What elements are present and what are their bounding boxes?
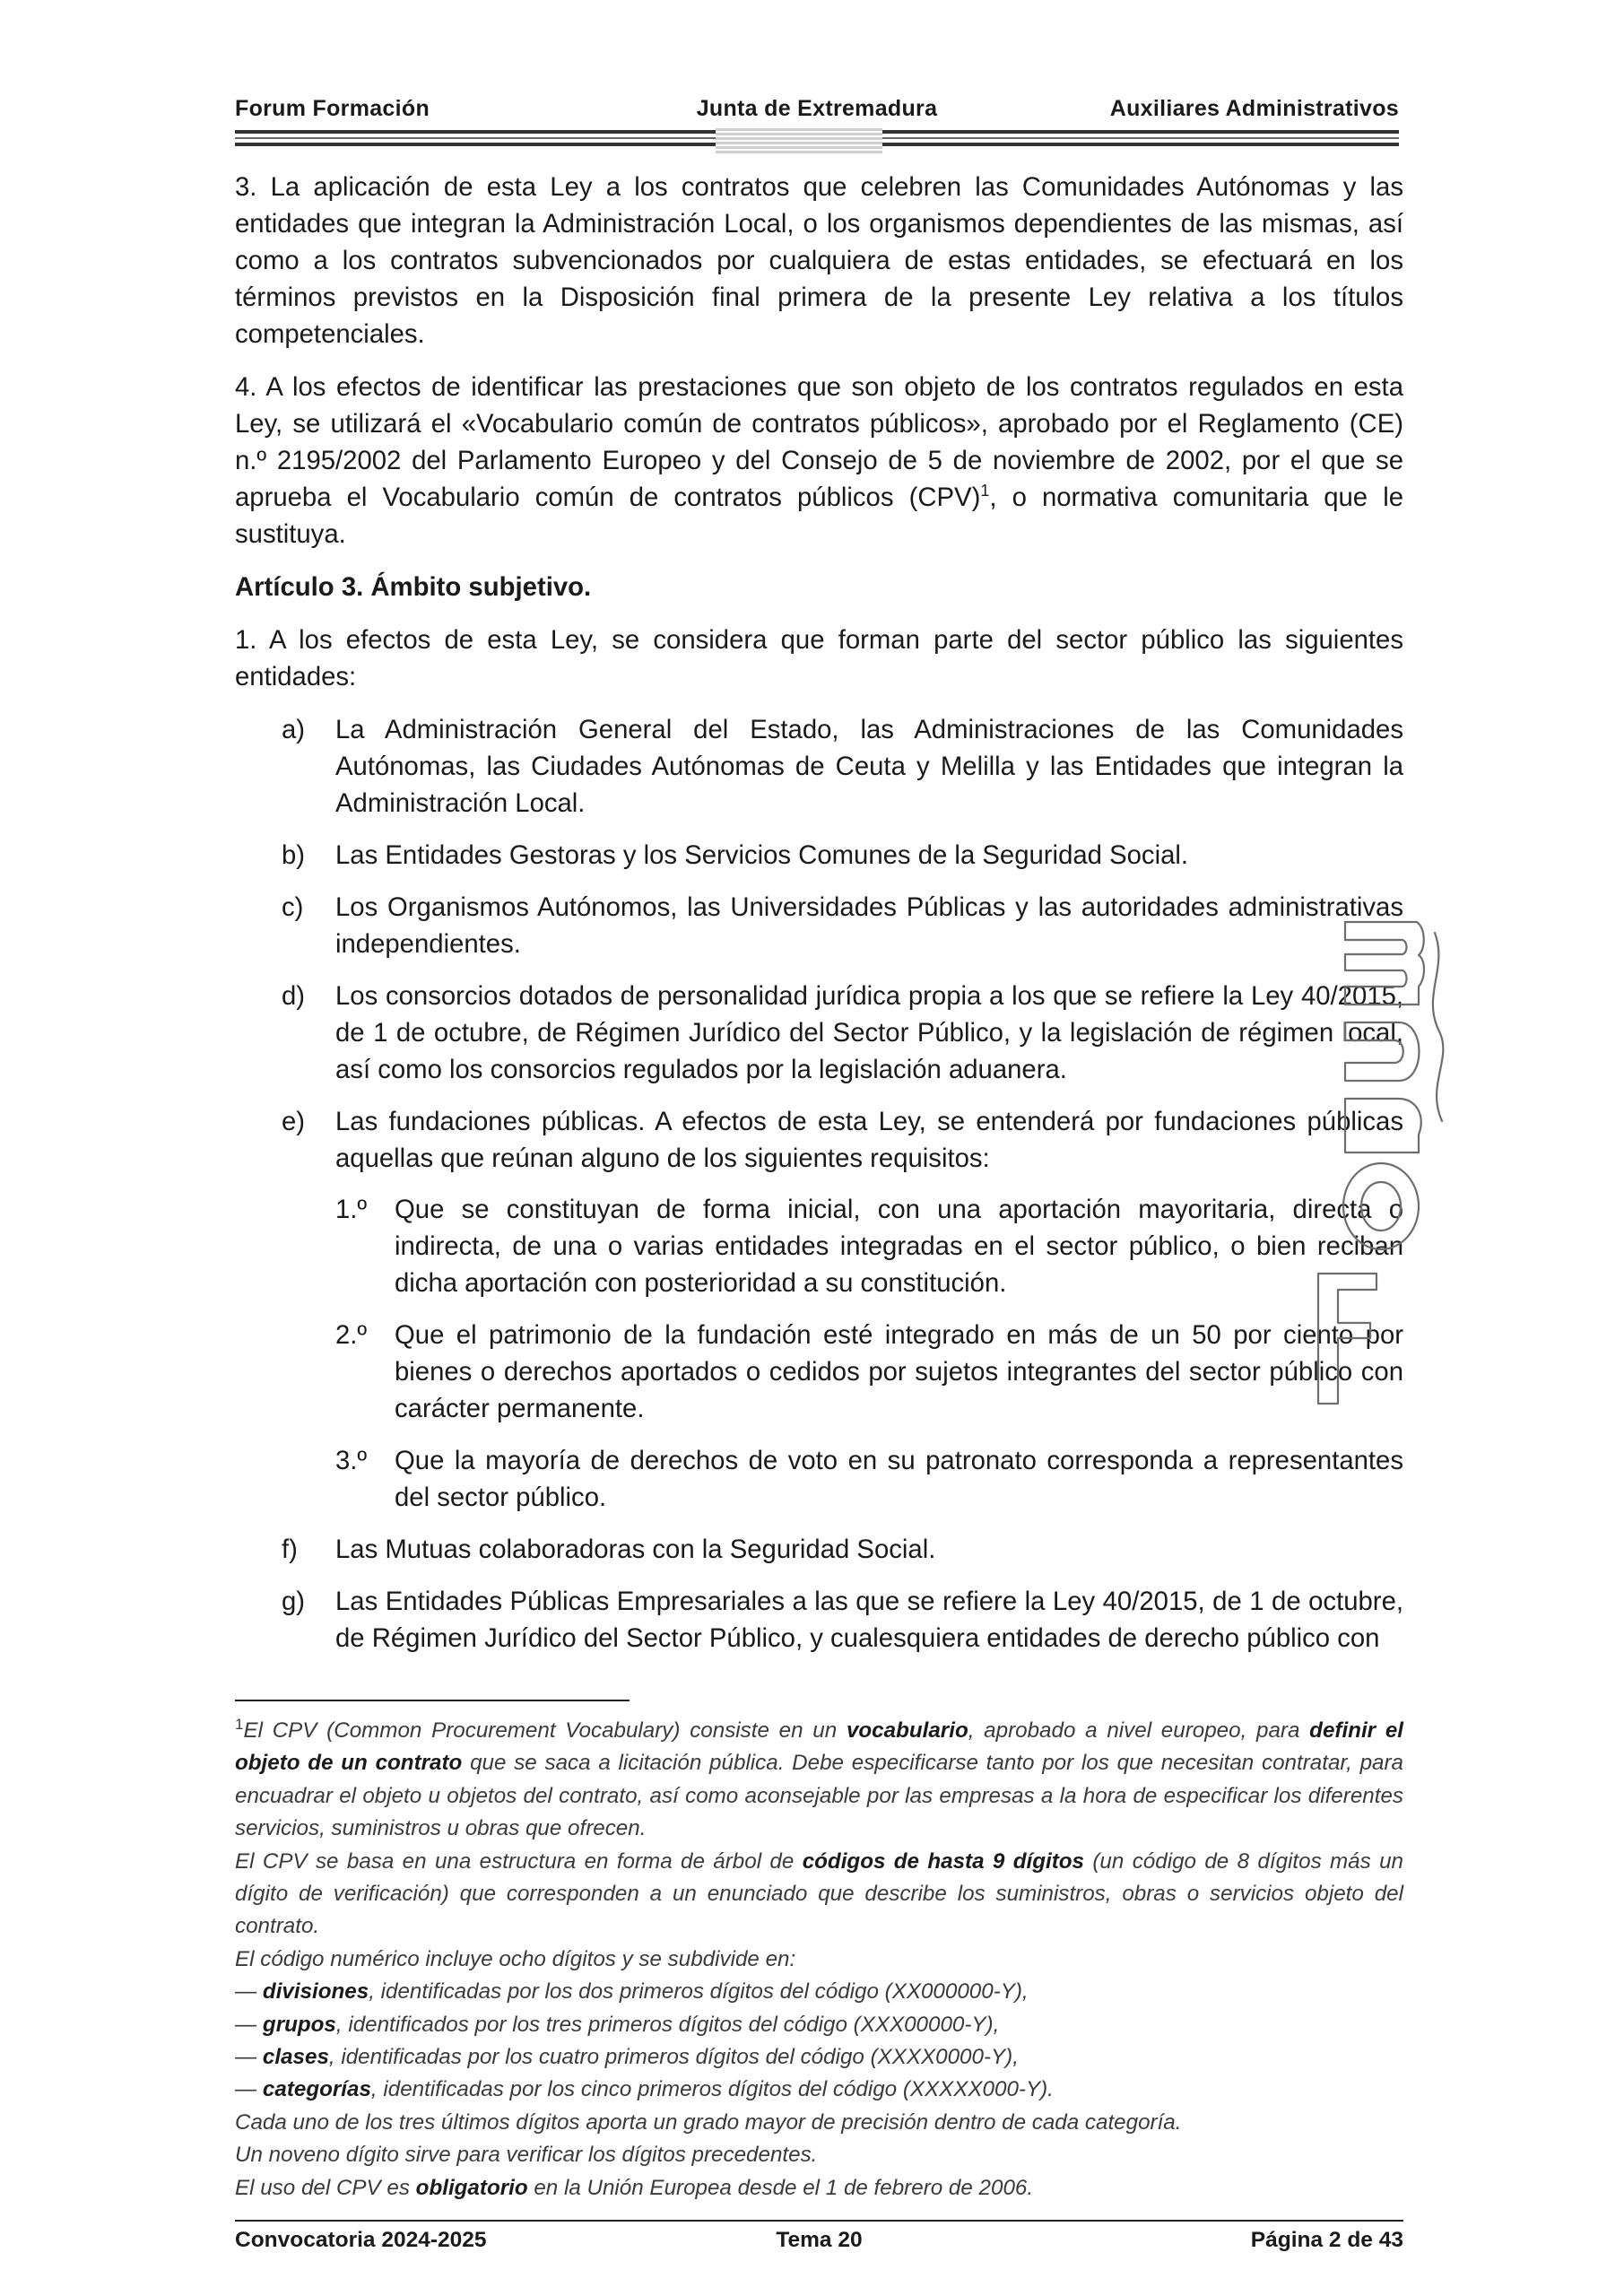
document-body [235,169,1403,1672]
sub-list-text: Que se constituyan de forma inicial, con una aportación mayoritaria, directa o indirecta, de una o varias entidades integradas en el sector público, o bien reciban dicha aportación con posterioridad a su constitución. [395,1195,1403,1298]
article-3-intro: 1. A los efectos de esta Ley, se considera que forman parte del sector público las siguientes entidades: [235,625,1403,691]
footnote-paragraph: El código numérico incluye ocho dígitos y se subdivide en: [235,1946,796,1971]
footnote-emphasis: categorías [262,2077,371,2102]
page-number: Página 2 de 43 [1250,2228,1403,2252]
sub-list-item [335,1317,1403,1427]
entity-list [282,711,1403,1657]
footnote-text: , identificadas por los dos primeros dígitos del código (XX000000-Y), [369,1979,1029,2005]
header-ornament [716,128,882,153]
list-marker: e) [282,1107,306,1136]
list-text: La Administración General del Estado, las Administraciones de las Comunidades Autónomas, las Ciudades Autónomas de Ceuta y Melilla y las Entidades que integran la Administración Local. [335,715,1403,818]
footnote-ref: 1 [980,482,990,500]
sub-list-text: Que el patrimonio de la fundación esté integrado en más de un 50 por ciento por bienes o derechos aportados o cedidos por sujetos integrantes del sector público con carácter permanente. [395,1320,1403,1423]
footnote-text: que se saca a licitación pública. Debe especificarse tanto por los que necesitan contratar, para encuadrar el objeto u objetos del contrato, así como aconsejable por las empresas a la hora de especificar los diferentes servicios, suministros u obras que ofrecen. [235,1751,1403,1841]
requirements-list [335,1191,1403,1516]
footer-left: Convocatoria 2024-2025 [235,2228,487,2252]
footnote-text: en la Unión Europea desde el 1 de febrero de 2006. [527,2175,1034,2200]
page-header [235,96,1399,153]
footnote-text: El CPV (Common Procurement Vocabulary) consiste en un [243,1718,847,1743]
footnote-paragraph [235,1846,1403,1944]
footnote-emphasis: definir el objeto de un contrato [235,1718,1403,1776]
list-marker: a) [282,715,306,744]
list-text-block [335,1103,1403,1516]
sub-list-item [335,1442,1403,1516]
list-marker: d) [282,981,306,1011]
footnote-number: 1 [235,1715,244,1733]
footnote-emphasis: divisiones [262,1979,369,2005]
footnote-paragraph: Un noveno dígito sirve para verificar los dígitos precedentes. [235,2143,818,2168]
footnote [235,1715,1403,2205]
list-text: Las Entidades Gestoras y los Servicios Comunes de la Seguridad Social. [335,840,1189,870]
footnote-text: , identificados por los tres primeros dígitos del código (XXX00000-Y), [335,2012,1000,2037]
list-item [282,1583,1403,1657]
list-marker: b) [282,840,306,870]
footnote-text: , identificadas por los cinco primeros dígitos del código (XXXXX000-Y). [370,2077,1054,2102]
footnote-text: , aprobado a nivel europeo, para [968,1718,1310,1743]
sub-list-marker: 1.º [335,1195,368,1224]
footer-center: Tema 20 [776,2228,863,2252]
list-item [282,889,1403,962]
dash: — [235,2012,257,2037]
dash: — [235,1979,257,2005]
sub-list-item [335,1191,1403,1301]
dash: — [235,2077,257,2102]
sub-list-marker: 2.º [335,1320,368,1350]
footnote-emphasis: grupos [262,2012,336,2037]
list-marker: c) [282,892,304,922]
list-marker: f) [282,1535,298,1564]
list-text: Las Mutuas colaboradoras con la Seguridad Social. [335,1535,936,1564]
sub-list-text: Que la mayoría de derechos de voto en su patronato corresponda a representantes del sector público. [395,1446,1403,1512]
list-item [282,837,1403,874]
footnote-emphasis: vocabulario [846,1718,968,1743]
footnote-code-line [235,2009,1403,2041]
paragraph-3: 3. La aplicación de esta Ley a los contratos que celebren las Comunidades Autónomas y las entidades que integran la Administración Local, o los organismos dependientes de las mismas, así como a los contratos subvencionados por cualquiera de estas entidades, se efectuará en los términos previstos en la Disposición final primera de la presente Ley relativa a los títulos competenciales. [235,172,1403,349]
footnote-paragraph [235,1715,1403,1846]
footnote-text: El CPV se basa en una estructura en forma de árbol de [235,1848,803,1874]
list-item [282,711,1403,822]
header-right: Auxiliares Administrativos [1109,96,1399,121]
forum-logo-watermark [1291,915,1480,1417]
sub-list-marker: 3.º [335,1446,368,1475]
footnote-text: , identificadas por los cuatro primeros dígitos del código (XXXX0000-Y), [328,2045,1019,2070]
list-item [282,978,1403,1088]
footnote-text: El uso del CPV es [235,2175,416,2200]
footer-rule [235,2220,1403,2222]
footnote-paragraph: Cada uno de los tres últimos dígitos aporta un grado mayor de precisión dentro de cada categoría. [235,2109,1182,2135]
header-center: Junta de Extremadura [696,96,938,121]
list-text: Los consorcios dotados de personalidad jurídica propia a los que se refiere la Ley 40/2015, de 1 de octubre, de Régimen Jurídico del Sector Público, y la legislación de régimen local, así como los consorcios regulados por la legislación aduanera. [335,981,1403,1084]
footnote-emphasis: clases [262,2045,329,2070]
article-title: Artículo 3. Ámbito subjetivo. [235,572,592,602]
header-left: Forum Formación [235,96,430,121]
footnote-emphasis: obligatorio [415,2175,528,2200]
footnote-code-line [235,1976,1403,2008]
list-item [282,1531,1403,1568]
paragraph-4-text: 4. A los efectos de identificar las prestaciones que son objeto de los contratos regulados en esta Ley, se utilizará el «Vocabulario común de contratos públicos», aprobado por el Reglamento (CE) n.º 2195/2002 del Parlamento Europeo y del Consejo de 5 de noviembre de 2002, por el que se aprueba el Vocabulario común de contratos públicos (CPV) [235,372,1403,512]
list-marker: g) [282,1587,306,1616]
list-text: Los Organismos Autónomos, las Universidades Públicas y las autoridades administrativas independientes. [335,892,1403,959]
footnote-emphasis: códigos de hasta 9 dígitos [802,1848,1085,1874]
page-footer [235,2228,1403,2258]
list-item [282,1103,1403,1516]
footnote-text: (un código de 8 dígitos más un dígito de verificación) que corresponden a un enunciado que describe los suministros, obras o servicios objeto del contrato. [235,1848,1403,1939]
paragraph-4-tail: , o normativa comunitaria que le sustituya. [235,483,1403,549]
paragraph-4 [235,369,1403,552]
footnote-paragraph [235,2172,1403,2205]
footnote-separator [235,1700,630,1701]
list-text: Las fundaciones públicas. A efectos de esta Ley, se entenderá por fundaciones públicas aquellas que reúnan alguno de los siguientes requisitos: [335,1107,1403,1173]
footnote-code-line [235,2041,1403,2074]
list-text: Las Entidades Públicas Empresariales a las que se refiere la Ley 40/2015, de 1 de octubre, de Régimen Jurídico del Sector Público, y cualesquiera entidades de derecho público con [335,1587,1403,1653]
footnote-code-line [235,2074,1403,2106]
dash: — [235,2045,257,2070]
